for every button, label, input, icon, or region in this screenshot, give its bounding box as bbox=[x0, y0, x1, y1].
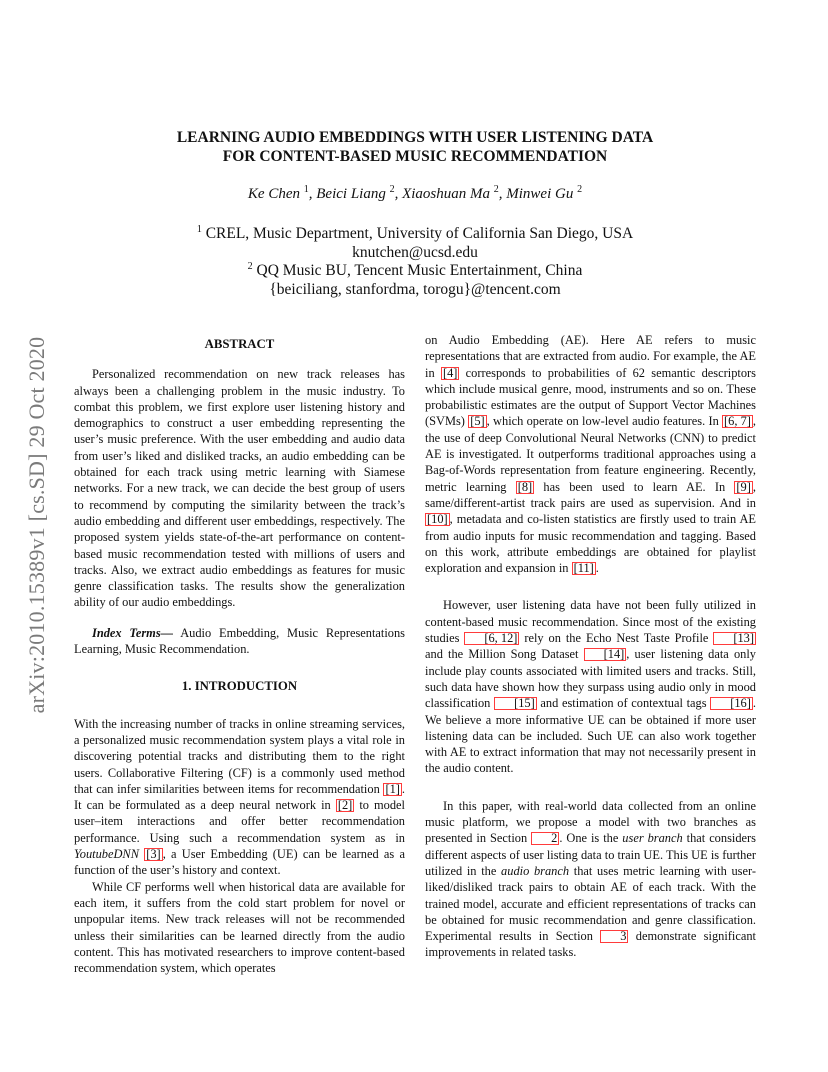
paper-title bbox=[120, 128, 710, 166]
citation-link[interactable]: [10] bbox=[427, 512, 448, 527]
author-affiliation-mark: 2 bbox=[389, 184, 395, 195]
abstract-heading: ABSTRACT bbox=[204, 337, 275, 351]
email-1[interactable]: knutchen@ucsd.edu bbox=[352, 243, 478, 261]
right-paragraph-3: In this paper, with real-world data collected from an online music platform, we propose a model with two branches as presented in Section 2 . One is the user branch that considers different aspects of user listing data to train UE. This UE is further utilized in the audio branch that uses metric learning with user-liked/disliked track pairs to obtain AE of each track. With the trained model, accurate and efficient representations of tracks can be obtained for music recommendation and genre classification. Experimental results in Section 3 demonstrate significant improvements in related tasks. bbox=[425, 798, 756, 960]
author-list: Ke Chen $^1$, Beici Liang $^2$, Xiaoshuan Ma $^2$, Minwei Gu $^2$ bbox=[247, 184, 583, 202]
right-paragraph-2: However, user listening data have not been fully utilized in content-based music recommendation. Since most of the existing studies [6, 12] rely on the Echo Nest Taste Profile [13] and the Million Song Dataset [14] , user listening data only include play counts associated with limited users and tracks. Still, such data have shown how they surpass using audio only in mood classification [15] and estimation of contextual tags [16] . We believe a more informative UE can be obtained if more user listening data can be included. Such UE can also work together with AE to extract information that may not necessarily present in the audio content. bbox=[425, 598, 756, 776]
author-name: Xiaoshuan Ma bbox=[402, 186, 490, 202]
citation-link[interactable]: [15] bbox=[494, 697, 537, 710]
affiliation-2: $^2$ QQ Music BU, Tencent Music Entertainment, China bbox=[247, 260, 583, 279]
author-affiliation-mark: 2 bbox=[577, 184, 583, 195]
affiliation-1: $^1$ CREL, Music Department, University of California San Diego, USA bbox=[196, 223, 634, 242]
author-affiliation-mark: 2 bbox=[493, 184, 499, 195]
affiliations bbox=[120, 225, 710, 299]
citation-link[interactable]: [9] bbox=[736, 479, 751, 494]
citation-link[interactable]: [3] bbox=[146, 847, 161, 862]
arxiv-sidebar bbox=[22, 290, 52, 760]
index-terms-text: Audio Embedding, Music Representations Learning, Music Recommendation. bbox=[74, 625, 405, 657]
citation-link[interactable]: [2] bbox=[337, 798, 353, 813]
section-link[interactable]: 2 bbox=[531, 832, 559, 845]
citation-link[interactable]: [4] bbox=[442, 365, 458, 380]
citation-link[interactable]: [8] bbox=[517, 479, 533, 494]
right-paragraph-1: on Audio Embedding (AE). Here AE refers to music representations that are extracted from audio. For example, the AE in [4] corresponds to probabilities of 62 semantic descriptors which include musical genre, mood, instruments and so on. These probabilistic estimates are the output of Support Vector Machines (SVMs) [5] , which operate on low-level audio features. In [6, 7] , the use of deep Convolutional Neural Networks (CNN) to predict AE is investigated. It outperforms traditional approaches using a Bag-of-Words representation from feature engineering. Recently, metric learning [8] has been used to learn AE. In [9] , same/different-artist track pairs are used as supervision. And in [10] , metadata and co-listen statistics are firstly used to train AE from audio inputs for music recommendation and tagging. Based on this work, attribute embeddings are obtained for playlist exploration and expansion in [11] . bbox=[425, 333, 756, 576]
email-2[interactable]: {beiciliang, stanfordma, torogu}@tencent.com bbox=[269, 280, 561, 298]
abstract-text: Personalized recommendation on new track releases has always been a challenging problem in the music industry. To combat this problem, we first explore user listening history and demographics to construct a user embedding representing the user’s music preference. With the user embedding and audio data from user’s liked and disliked tracks, an audio embedding can be obtained for each track using metric learning with Siamese networks. For a new track, we can decide the best group of users to recommend by computing the similarity between the track’s audio embedding and different user embeddings, respectively. The proposed system yields state-of-the-art performance on content-based music recommendation tested with millions of users and tracks. Also, we extract audio embeddings as features for music genre classification tasks. The results show the generalization ability of our audio embeddings. bbox=[74, 367, 405, 610]
citation-link[interactable]: [13] bbox=[713, 632, 756, 645]
author-affiliation-mark: 1 bbox=[303, 184, 309, 195]
title-line-1: LEARNING AUDIO EMBEDDINGS WITH USER LISTENING DATA bbox=[176, 129, 654, 146]
citation-link[interactable]: [5] bbox=[470, 414, 485, 429]
citation-link[interactable]: [16] bbox=[710, 697, 753, 710]
introduction-heading: 1. INTRODUCTION bbox=[181, 679, 298, 694]
section-link[interactable]: 3 bbox=[600, 930, 628, 943]
left-column bbox=[74, 336, 405, 976]
index-terms bbox=[74, 625, 405, 658]
citation-link[interactable]: [14] bbox=[584, 648, 627, 661]
intro-paragraph-1: With the increasing number of tracks in online streaming services, a personalized music recommendation system plays a vital role in discovering potential tracks and distributing them to the right users. Collaborative Filtering (CF) is a commonly used method that can infer similarities between items for recommendation [1] . It can be formulated as a deep neural network in [2] to model user–item interactions and offer better recommendation performance. Using such a recommendation system as in YoutubeDNN [3] , a User Embedding (UE) can be learned as a function of the user’s history and context. bbox=[74, 716, 406, 878]
author-name: Minwei Gu bbox=[506, 186, 574, 202]
title-line-2: FOR CONTENT-BASED MUSIC RECOMMENDATION bbox=[222, 148, 608, 165]
arxiv-identifier[interactable]: arXiv:2010.15389v1 [cs.SD] 29 Oct 2020 bbox=[24, 336, 49, 714]
citation-link[interactable]: [6, 7] bbox=[724, 414, 751, 429]
intro-paragraph-2: While CF performs well when historical data are available for each item, it suffers from the cold start problem for novel or unpopular items. New track releases will not be recommended unless their similarities can be learned directly from the audio content. This has motivated researchers to improve content-based recommendation system, which operates bbox=[74, 879, 405, 976]
citation-link[interactable]: [6, 12] bbox=[464, 632, 519, 645]
citation-link[interactable]: [11] bbox=[573, 561, 594, 576]
author-name: Beici Liang bbox=[316, 186, 386, 202]
right-column bbox=[425, 332, 756, 961]
index-terms-label: Index Terms— bbox=[92, 625, 174, 640]
citation-link[interactable]: [1] bbox=[385, 781, 400, 796]
author-name: Ke Chen bbox=[247, 186, 300, 202]
